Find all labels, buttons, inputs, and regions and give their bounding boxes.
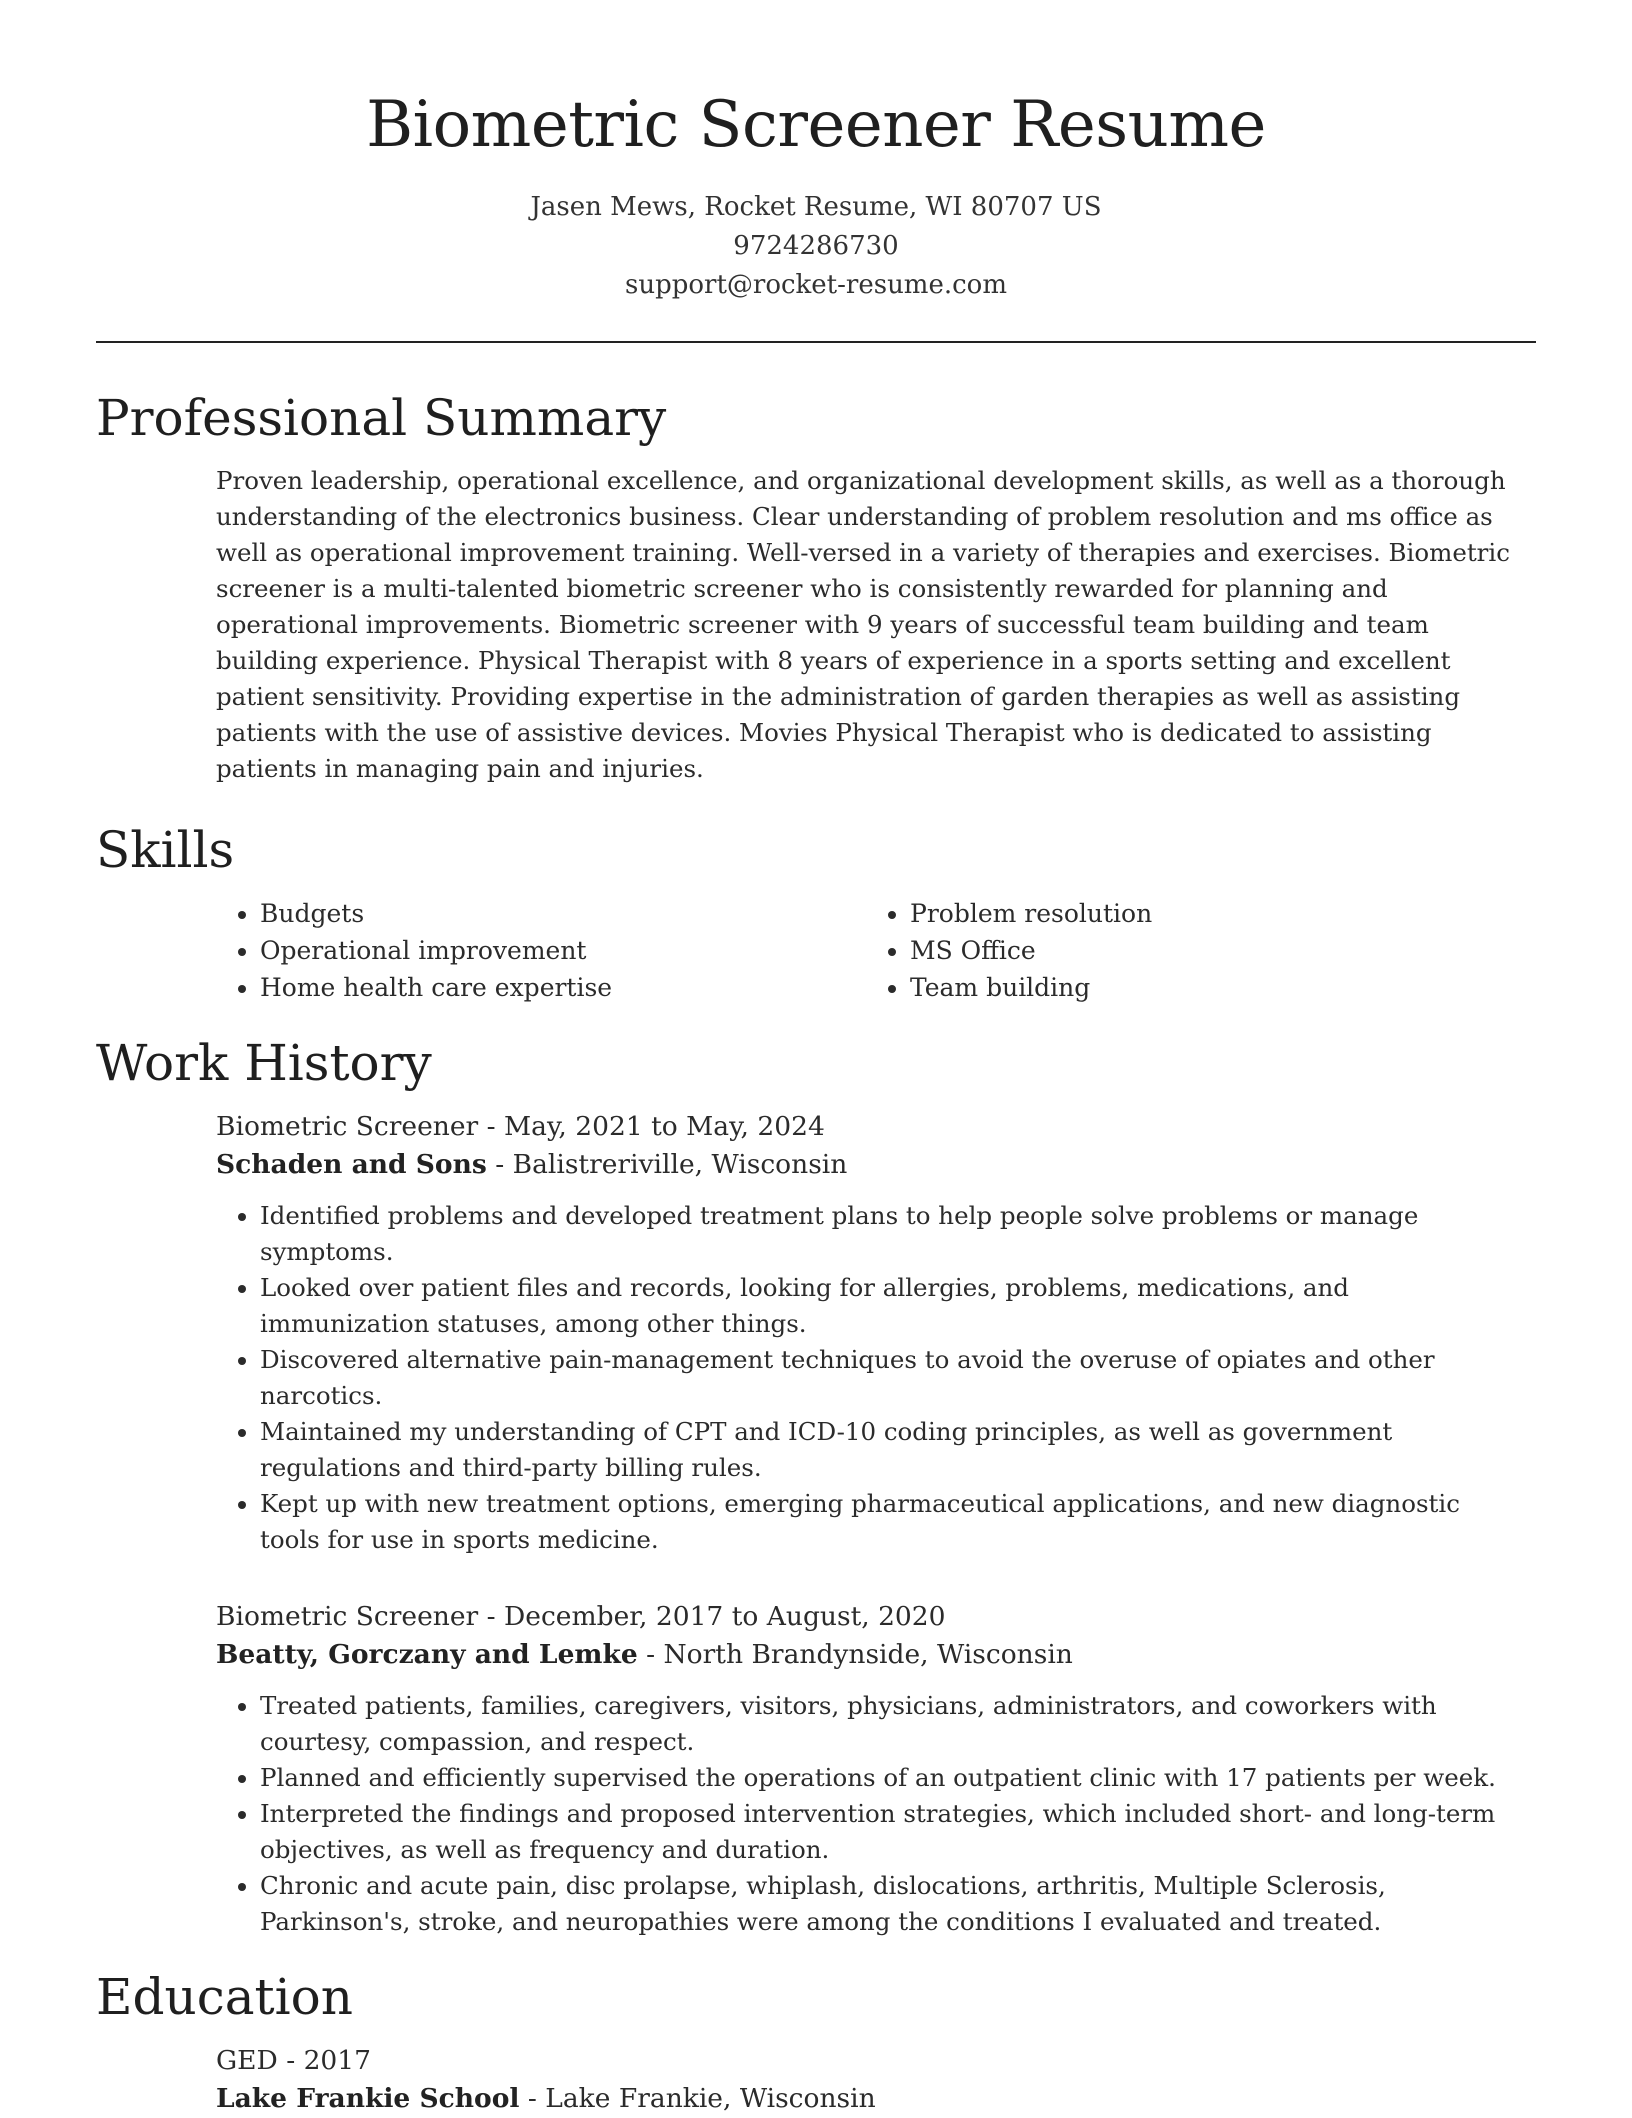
job-bullets [216,1198,1526,1558]
job-company: Beatty, Gorczany and Lemke [216,1639,638,1670]
job-company: Schaden and Sons [216,1149,487,1180]
job-bullet: • Maintained my understanding of CPT and ICD-10 coding principles, as well as government regulations and third-party billing rules. [260,1414,1526,1486]
contact-email: support@rocket-resume.com [624,270,1007,300]
skills-columns [216,895,1526,1006]
education-year: - 2017 [277,2045,372,2076]
skills-list-left [216,895,866,1006]
job-bullet: • Chronic and acute pain, disc prolapse, whiplash, dislocations, arthritis, Multiple Sclerosis, Parkinson's, stroke, and neuropathies were among the conditions I evaluated and treated. [260,1868,1526,1940]
job-role: Biometric Screener [216,1601,479,1632]
job-role: Biometric Screener [216,1111,479,1142]
job-bullet: • Interpreted the findings and proposed intervention strategies, which included short- and long-term objectives, as well as frequency and duration. [260,1796,1526,1868]
job-bullet: • Discovered alternative pain-management techniques to avoid the overuse of opiates and other narcotics. [260,1342,1526,1414]
contact-phone: 9724286730 [733,231,899,261]
resume-header [96,80,1536,305]
job-bullet: • Kept up with new treatment options, emerging pharmaceutical applications, and new diagnostic tools for use in sports medicine. [260,1486,1526,1558]
resume-page [96,80,1536,2118]
job-company-line [216,1146,1536,1184]
job-dates: - December, 2017 to August, 2020 [478,1601,946,1632]
job-bullet: • Treated patients, families, caregivers, visitors, physicians, administrators, and coworkers with courtesy, compassion, and respect. [260,1688,1526,1760]
education-entry [216,2042,1536,2118]
education-school-line [216,2080,1536,2118]
summary-section [96,383,1536,787]
job-bullet: • Identified problems and developed treatment plans to help people solve problems or manage symptoms. [260,1198,1526,1270]
job-title-line [216,1598,1536,1636]
skill-item: • MS Office [910,932,1516,969]
job-bullets [216,1688,1526,1940]
job-location: - Balistreriville, Wisconsin [486,1149,848,1180]
education-school: Lake Frankie School [216,2083,520,2114]
work-section [96,1028,1536,1940]
job-dates: - May, 2021 to May, 2024 [478,1111,825,1142]
resume-title: Biometric Screener Resume [366,88,1266,162]
contact-address: Jasen Mews, Rocket Resume, WI 80707 US [530,192,1102,222]
education-heading: Education [96,1968,353,2026]
job-entry [216,1108,1536,1558]
skills-list-right [866,895,1516,1006]
summary-heading: Professional Summary [96,389,667,447]
job-bullet: • Looked over patient files and records, looking for allergies, problems, medications, and immunization statuses, among other things. [260,1270,1526,1342]
skill-item: • Home health care expertise [260,969,866,1006]
skills-section [96,815,1536,1006]
skill-item: • Team building [910,969,1516,1006]
contact-block [96,188,1536,305]
job-location: - North Brandynside, Wisconsin [637,1639,1073,1670]
summary-text: Proven leadership, operational excellence, and organizational development skills, as well as a thorough understanding of the electronics business. Clear understanding of problem resolution and ms office as well as operational improvement training. Well-versed in a variety of therapies and exercises. Biometric screener is a multi-talented biometric screener who is consistently rewarded for planning and operational improvements. Biometric screener with 9 years of successful team building and team building experience. Physical Therapist with 8 years of experience in a sports setting and excellent patient sensitivity. Providing expertise in the administration of garden therapies as well as assisting patients with the use of assistive devices. Movies Physical Therapist who is dedicated to assisting patients in managing pain and injuries. [216,466,1510,783]
job-entry [216,1598,1536,1940]
work-heading: Work History [96,1034,432,1092]
job-company-line [216,1636,1536,1674]
skill-item: • Operational improvement [260,932,866,969]
header-divider [96,341,1536,343]
education-location: - Lake Frankie, Wisconsin [519,2083,876,2114]
skill-item: • Budgets [260,895,866,932]
skill-item: • Problem resolution [910,895,1516,932]
job-bullet: • Planned and efficiently supervised the operations of an outpatient clinic with 17 patients per week. [260,1760,1526,1796]
job-title-line [216,1108,1536,1146]
education-degree: GED [216,2045,278,2076]
education-degree-line [216,2042,1536,2080]
skills-heading: Skills [96,821,235,879]
education-section [96,1962,1536,2118]
